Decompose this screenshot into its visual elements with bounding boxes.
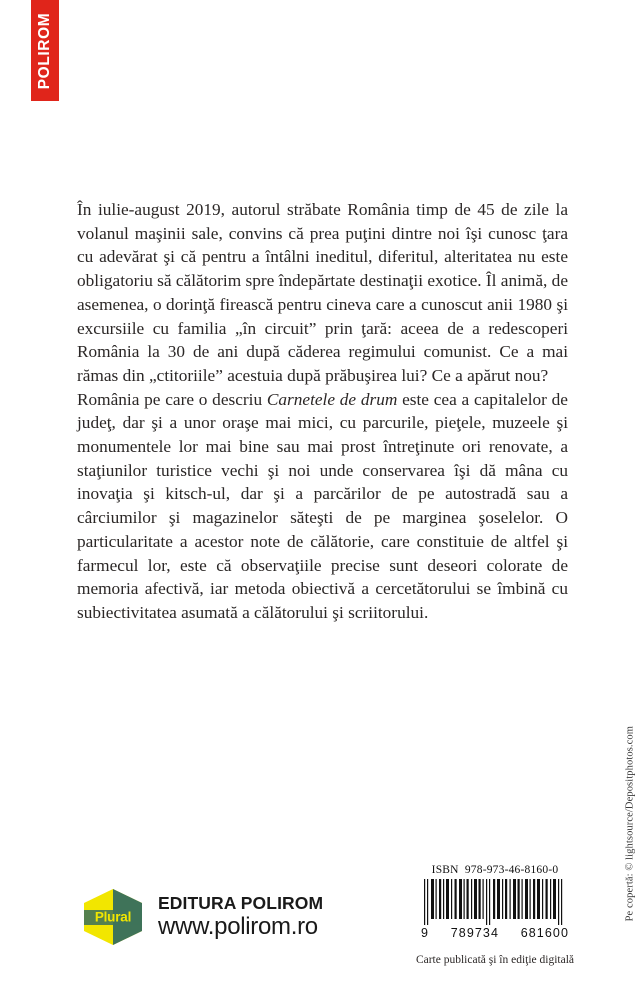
isbn-barcode-block — [415, 864, 575, 966]
ean13-barcode-icon — [420, 879, 570, 925]
cover-credit-text: Pe copertă: © lightsource/Depositphotos.com — [624, 726, 635, 922]
blurb-paragraph-2-tail: este cea a capitalelor de judeţ, dar şi a unor oraşe mai mici, cu parcurile, pieţele, muzeele şi monumentele lor mai bine sau mai prost întreţinute ori renovate, a staţiunilor turistice vechi şi noi unde conservarea îşi dă mâna cu inovaţia şi kitsch-ul, dar şi a parcărilor de pe autostradă sau a cârciumilor şi magazinelor săteşti de pe marginea şoselelor. O particularitate a acestor note de călătorie, care constituie de altfel şi farmecul lor, este că observaţiile precise sunt deseori colorate de memoria afectivă, iar metoda obiectivă a cercetătorului se îmbină cu subiectivitatea asumată a călătorului şi scriitorului. — [77, 389, 568, 622]
publisher-spine-logo-label: POLIROM — [36, 12, 53, 89]
publisher-spine-logo — [31, 0, 59, 101]
publisher-name: EDITURA POLIROM — [158, 892, 324, 913]
isbn-line — [415, 864, 575, 876]
isbn-number: 978-973-46-8160-0 — [464, 864, 559, 876]
blurb-paragraph-2 — [77, 388, 568, 625]
back-cover-footer — [0, 860, 644, 1000]
publisher-imprint-lockup — [82, 888, 323, 946]
plural-logo-label: Plural — [94, 909, 132, 925]
blurb-paragraph-1: În iulie-august 2019, autorul străbate România timp de 45 de zile la volanul maşinii sale, convins că prea puţini dintre noi îşi cunosc ţara cu adevărat şi că pentru a întâlni ineditul, diferitul, alteritatea nu este obligatoriu să călătorim spre îndepărtate destinaţii exotice. Îl animă, de asemenea, o dorinţă firească pentru cineva care a cunoscut anii 1980 şi excursiile cu familia „în circuit” prin ţară: aceea de a redescoperi România la 30 de ani după căderea regimului comunist. Ce a mai rămas din „ctitoriile” acestuia după prăbuşirea lui? Ce a apărut nou? — [77, 200, 568, 385]
book-title-mention: Carnetele de drum — [266, 389, 398, 409]
isbn-label: ISBN — [431, 864, 459, 876]
blurb-paragraph-2-lead: România pe care o descriu — [77, 389, 267, 409]
plural-hexagon-logo — [82, 888, 144, 946]
barcode-digits — [420, 926, 570, 940]
barcode-digit-lead: 9 — [421, 926, 430, 940]
publisher-text-block — [158, 892, 324, 940]
barcode-digits-right: 681600 — [520, 926, 569, 940]
back-cover-blurb — [77, 198, 568, 625]
publisher-website[interactable]: www.polirom.ro — [158, 912, 318, 940]
barcode-digits-left: 789734 — [450, 926, 500, 940]
digital-edition-note: Carte publicată şi în ediţie digitală — [415, 954, 575, 966]
